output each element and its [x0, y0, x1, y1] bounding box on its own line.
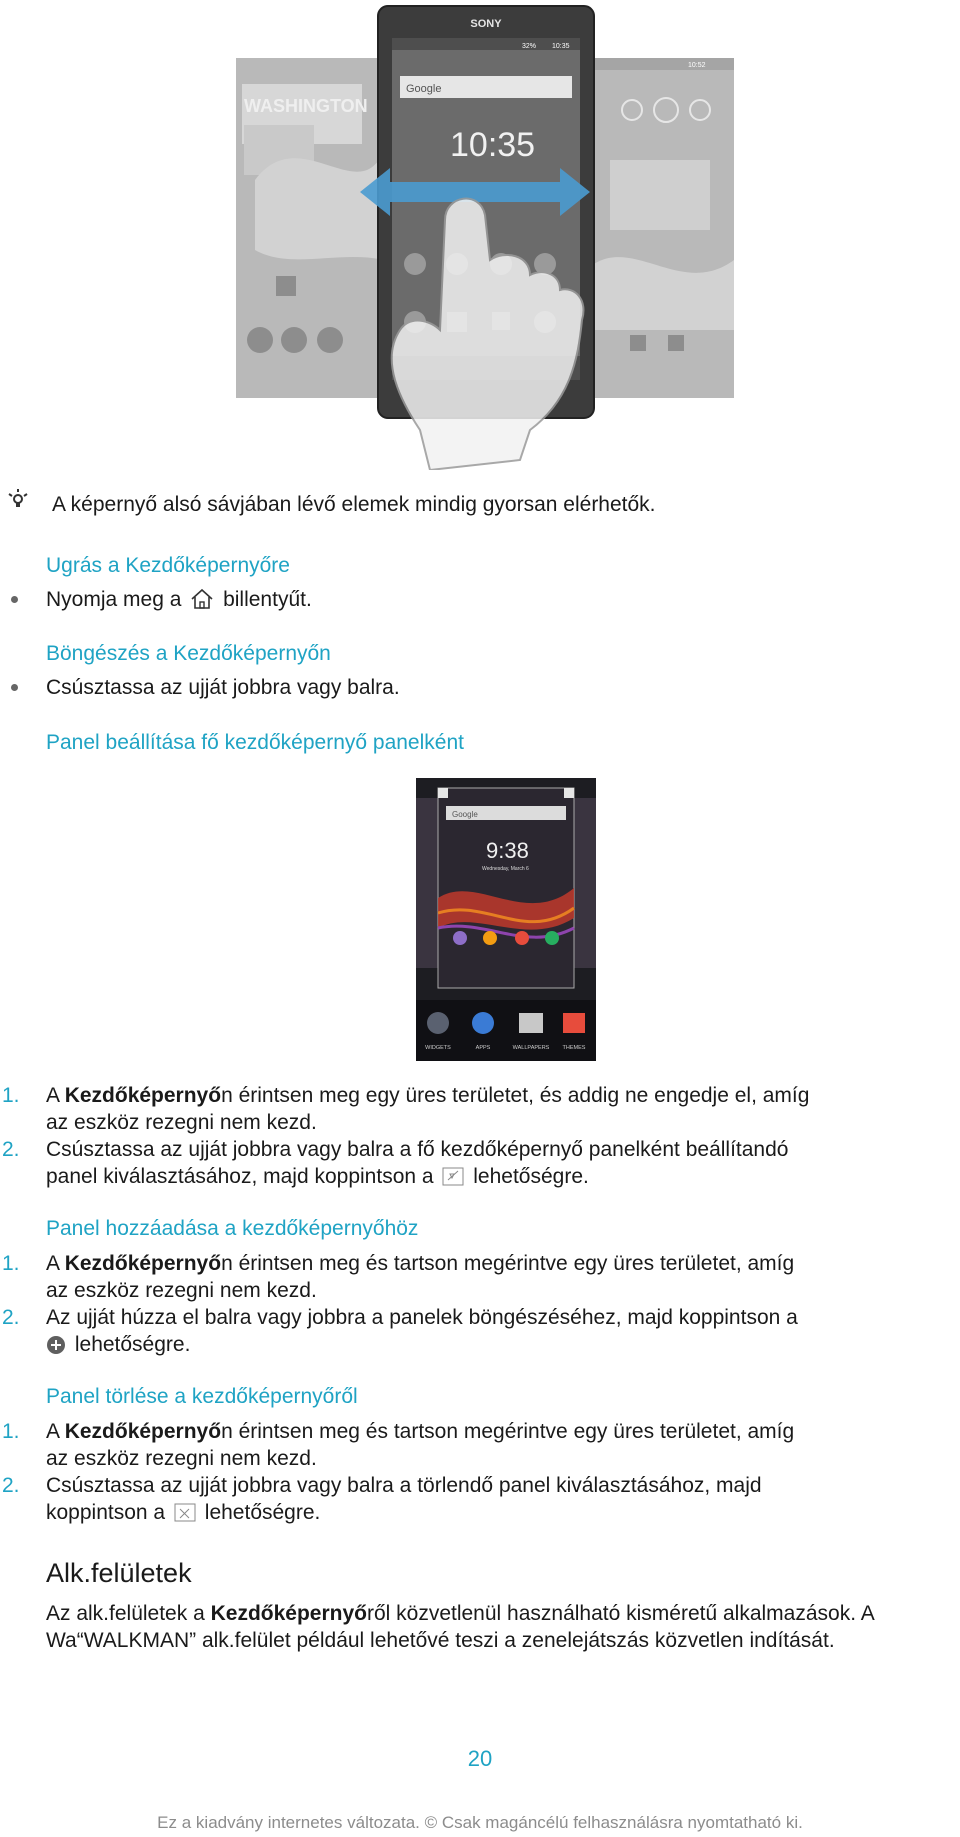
right-status: 10:52 — [688, 62, 706, 69]
home-bullet-text — [46, 586, 312, 617]
delete-step1-line1 — [46, 1418, 794, 1445]
text: n érintsen meg és tartson megérintve egy üres területet, amíg — [221, 1252, 795, 1275]
bullet — [11, 684, 18, 691]
mid-clock: 9:38 — [486, 838, 529, 863]
text: ről közvetlenül használható kisméretű alkalmazások. A — [366, 1602, 875, 1625]
panel-edit-illustration — [416, 778, 596, 1061]
tab-themes: THEMES — [562, 1045, 586, 1051]
widgets-heading: Alk.felületek — [46, 1558, 192, 1588]
footer-note: Ez a kiadvány internetes változata. © Csak magáncélú felhasználásra nyomtatható ki. — [157, 1813, 803, 1832]
mid-date: Wednesday, March 6 — [482, 866, 529, 872]
main-step1-line1 — [46, 1082, 809, 1109]
delete-step1-line2: az eszköz rezegni nem kezd. — [46, 1447, 317, 1470]
delete-step2-line1: Csúsztassa az ujját jobbra vagy balra a törlendő panel kiválasztásához, majd — [46, 1474, 762, 1497]
tab-widgets: WIDGETS — [425, 1045, 451, 1051]
step-number: 1. — [2, 1084, 20, 1107]
text: n érintsen meg és tartson megérintve egy üres területet, amíg — [221, 1420, 795, 1443]
text: lehetőségre. — [204, 1501, 321, 1524]
text: n érintsen meg egy üres területet, és addig ne engedje el, amíg — [221, 1084, 810, 1107]
phone-brand: SONY — [470, 18, 502, 30]
step-number: 1. — [2, 1420, 20, 1443]
home-screen-illustration — [230, 0, 740, 470]
bold-term: Kezdőképernyő — [64, 1420, 222, 1443]
section-heading-add-panel: Panel hozzáadása a kezdőképernyőhöz — [46, 1217, 419, 1240]
delete-panel-icon — [174, 1501, 196, 1530]
section-heading-browse: Böngészés a Kezdőképernyőn — [46, 642, 331, 665]
tab-wallpapers: WALLPAPERS — [512, 1045, 550, 1051]
section-heading-home: Ugrás a Kezdőképernyőre — [46, 554, 290, 577]
main-step2-line2 — [46, 1163, 589, 1194]
bold-term: Kezdőképernyő — [64, 1084, 222, 1107]
bold-term: Kezdőképernyő — [64, 1252, 222, 1275]
text: panel kiválasztásához, majd koppintson a — [46, 1165, 434, 1188]
page-number: 20 — [467, 1746, 493, 1771]
bold-term: Kezdőképernyő — [210, 1602, 367, 1625]
phone-search: Google — [406, 83, 442, 95]
text: koppintson a — [46, 1501, 166, 1524]
bullet — [11, 596, 18, 603]
step-number: 2. — [2, 1306, 20, 1329]
text: A — [46, 1252, 65, 1275]
add-step2-line2 — [46, 1331, 190, 1362]
home-bullet-after: billentyűt. — [223, 588, 312, 611]
text: A — [46, 1084, 65, 1107]
phone-battery: 32% — [522, 43, 537, 50]
tip-icon — [6, 487, 30, 511]
delete-step2-line2 — [46, 1499, 320, 1530]
widgets-para-line2: Wa“WALKMAN” alk.felület például lehetővé teszi a zenelejátszás közvetlen indítását. — [46, 1629, 835, 1652]
text: A — [46, 1420, 65, 1443]
section-heading-main-panel: Panel beállítása fő kezdőképernyő panelként — [46, 731, 464, 754]
add-step1-line2: az eszköz rezegni nem kezd. — [46, 1279, 317, 1302]
step-number: 2. — [2, 1138, 20, 1161]
add-step2-line1: Az ujját húzza el balra vagy jobbra a panelek böngészéséhez, majd koppintson a — [46, 1306, 798, 1329]
home-bullet-before: Nyomja meg a — [46, 588, 182, 611]
text: lehetőségre. — [74, 1333, 191, 1356]
main-step1-line2: az eszköz rezegni nem kezd. — [46, 1111, 317, 1134]
add-step1-line1 — [46, 1250, 794, 1277]
mid-search: Google — [452, 810, 478, 819]
widgets-para-line1 — [46, 1600, 875, 1627]
section-heading-delete-panel: Panel törlése a kezdőképernyőről — [46, 1385, 358, 1408]
phone-clock: 10:35 — [450, 126, 536, 164]
main-step2-line1: Csúsztassa az ujját jobbra vagy balra a fő kezdőképernyő panelként beállítandó — [46, 1138, 789, 1161]
phone-status-clock: 10:35 — [552, 43, 570, 50]
browse-bullet-text: Csúsztassa az ujját jobbra vagy balra. — [46, 676, 400, 699]
step-number: 2. — [2, 1474, 20, 1497]
tip-text: A képernyő alsó sávjában lévő elemek mindig gyorsan elérhetők. — [52, 493, 656, 516]
step-number: 1. — [2, 1252, 20, 1275]
city-label: WASHINGTON — [244, 96, 368, 116]
text: Az alk.felületek a — [46, 1602, 211, 1625]
tab-apps: APPS — [475, 1045, 491, 1051]
text: lehetőségre. — [473, 1165, 589, 1188]
set-main-panel-icon — [442, 1165, 464, 1194]
home-key-icon — [190, 588, 214, 617]
add-panel-icon — [46, 1335, 66, 1362]
